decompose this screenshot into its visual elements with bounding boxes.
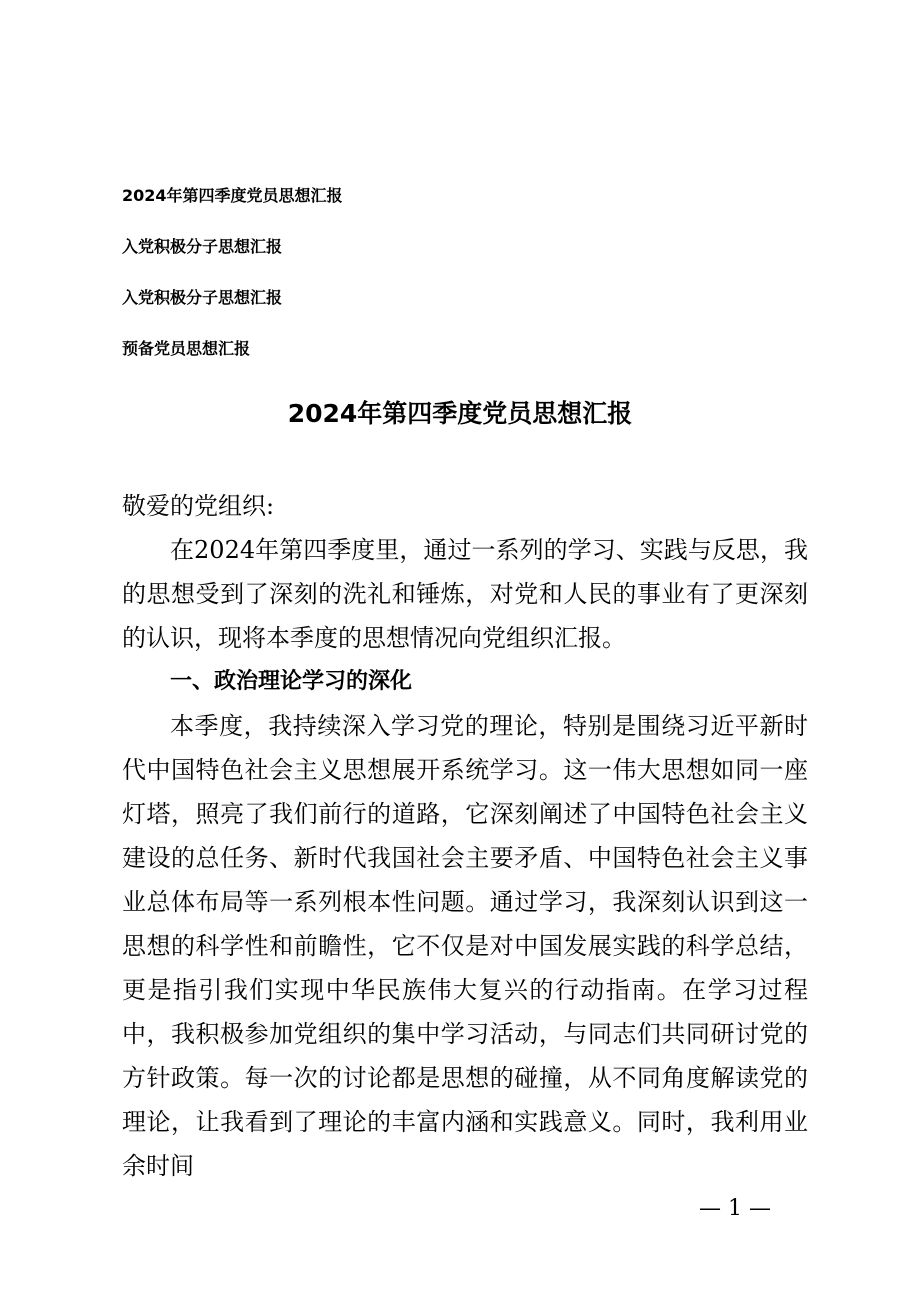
page-number: — 1 —: [699, 1196, 771, 1221]
section-heading: 一、政治理论学习的深化: [170, 669, 413, 694]
salutation: 敬爱的党组织:: [122, 492, 275, 520]
toc-item[interactable]: 预备党员思想汇报: [122, 339, 251, 358]
document-title: 2024年第四季度党员思想汇报: [287, 399, 633, 428]
intro-paragraph: 在2024年第四季度里，通过一系列的学习、实践与反思，我的思想受到了深刻的洗礼和锤炼，对党和人民的事业有了更深刻的认识，现将本季度的思想情况向党组织汇报。: [122, 536, 808, 652]
table-of-contents: [122, 180, 622, 384]
section-paragraph: 本季度，我持续深入学习党的理论，特别是围绕习近平新时代中国特色社会主义思想展开系统学习。这一伟大思想如同一座灯塔，照亮了我们前行的道路，它深刻阐述了中国特色社会主义建设的总任务、新时代我国社会主要矛盾、中国特色社会主义事业总体布局等一系列根本性问题。通过学习，我深刻认识到这一思想的科学性和前瞻性，它不仅是对中国发展实践的科学总结，更是指引我们实现中华民族伟大复兴的行动指南。在学习过程中，我积极参加党组织的集中学习活动，与同志们共同研讨党的方针政策。每一次的讨论都是思想的碰撞，从不同角度解读党的理论，让我看到了理论的丰富内涵和实践意义。同时，我利用业余时间: [122, 712, 808, 1180]
document-body: [122, 484, 808, 1188]
toc-item[interactable]: 入党积极分子思想汇报: [122, 288, 283, 307]
toc-item[interactable]: 入党积极分子思想汇报: [122, 237, 283, 256]
toc-item[interactable]: 2024年第四季度党员思想汇报: [122, 186, 343, 205]
